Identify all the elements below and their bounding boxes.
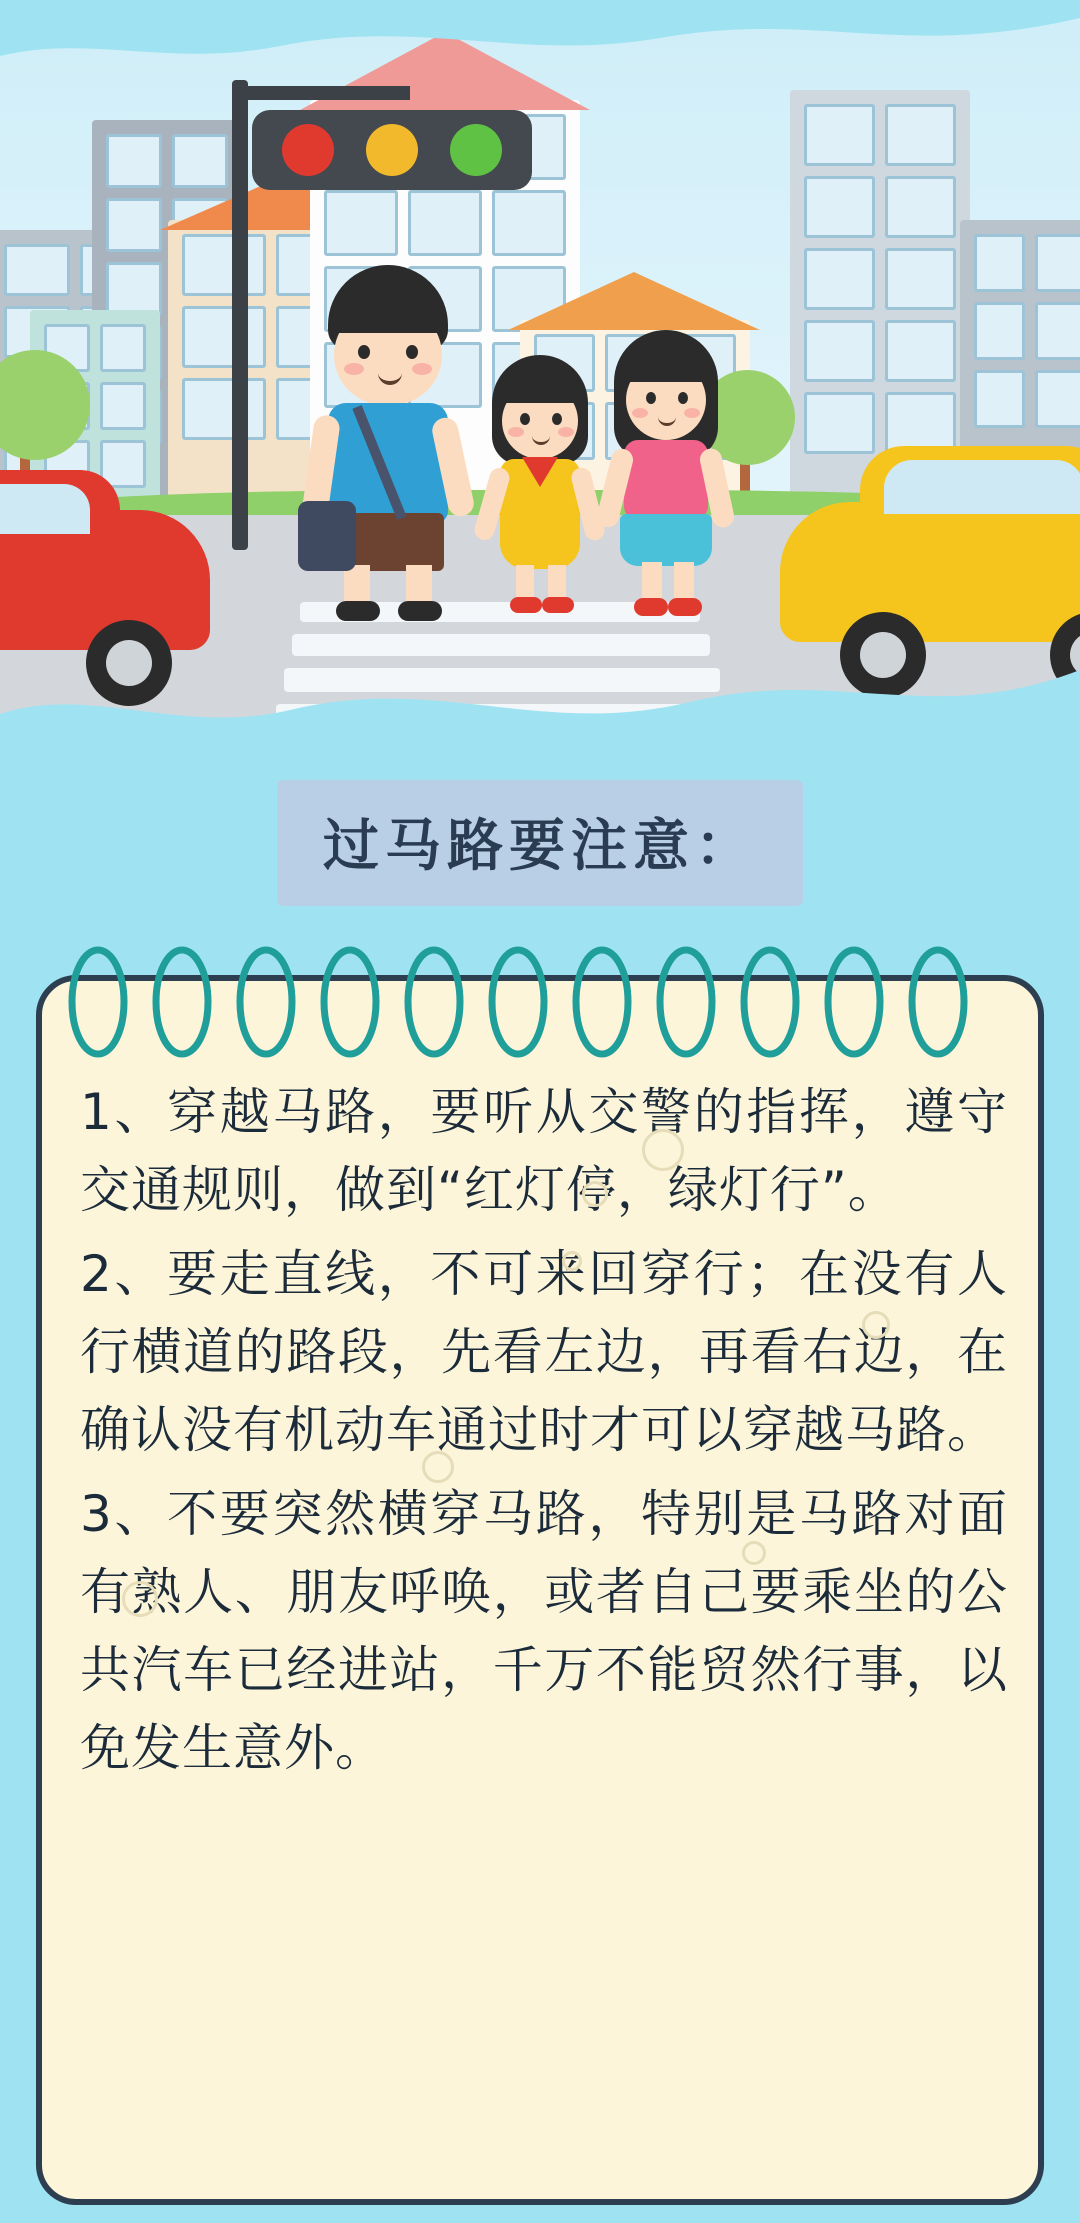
note-item-2: 2、要走直线，不可来回穿行；在没有人行横道的路段，先看左边，再看右边，在确认没有机动车通过时才可以穿越马路。 [80,1245,1008,1459]
boy-cheek-right [412,363,432,375]
wave-top-mask [0,0,1080,90]
window [804,176,875,238]
yellow-car-window [884,460,1080,514]
red-car-window [0,484,90,534]
header-illustration [0,0,1080,760]
window [106,134,162,188]
window [1035,234,1080,292]
decor-bubble [562,1251,582,1271]
window [106,262,162,316]
girl2-shoe-right [668,598,702,616]
girl2-shoe-left [634,598,668,616]
girl1-shoe-right [542,597,574,613]
window [106,198,162,252]
page-title: 过马路要注意： [277,780,803,906]
window [324,190,398,256]
window [408,190,482,256]
decor-bubble [742,1541,766,1565]
boy-eye-right [406,345,418,359]
decor-bubble [422,1451,454,1483]
boy-shoe-right [398,601,442,621]
window [885,248,956,310]
window [1035,370,1080,428]
window [804,104,875,166]
window [804,320,875,382]
decor-bubble [582,1181,608,1207]
decor-bubble [642,1129,684,1171]
girl1-eye-right [552,413,562,425]
girl1-cheek-right [558,427,574,437]
girl1-eye-left [520,413,530,425]
note-item-1: 1、穿越马路，要听从交警的指挥，遵守交通规则，做到“红灯停，绿灯行”。 [80,1083,1008,1219]
decor-bubble [122,1581,158,1617]
window [100,382,146,430]
girl2-eye-right [678,392,688,404]
window [885,320,956,382]
traffic-light [252,110,532,190]
window [492,190,566,256]
girl-yellow-character [478,355,603,625]
window [974,370,1025,428]
girl2-skirt [620,514,712,566]
girl1-shoe-left [510,597,542,613]
boy-character [300,265,480,625]
wave-bottom-mask [0,640,1080,760]
window [804,248,875,310]
window [885,176,956,238]
boy-eye-left [358,345,370,359]
girl1-fringe [496,371,584,403]
traffic-light-red-icon [282,124,334,176]
boy-cheek-left [344,363,364,375]
boy-hair-fringe [330,289,446,333]
traffic-light-pole [232,80,248,550]
window [974,302,1025,360]
traffic-light-yellow-icon [366,124,418,176]
window [182,378,266,440]
window [100,324,146,372]
window [182,306,266,368]
traffic-light-green-icon [450,124,502,176]
girl2-shirt [624,440,708,520]
girl2-cheek-right [684,408,700,418]
roof-orange-small [508,272,760,330]
window [4,244,70,296]
girl2-eye-left [646,392,656,404]
notepad-spiral-binding [36,940,1044,1060]
notes-card [36,975,1044,2205]
window [182,234,266,296]
yellow-car-body [780,502,1080,642]
girl-pink-character [600,330,730,625]
window [885,104,956,166]
boy-bag [298,501,356,571]
girl1-cheek-left [508,427,524,437]
girl2-cheek-left [632,408,648,418]
note-item-3: 3、不要突然横穿马路，特别是马路对面有熟人、朋友呼唤，或者自己要乘坐的公共汽车已经进站，千万不能贸然行事，以免发生意外。 [80,1485,1008,1777]
girl2-fringe [620,348,712,382]
window [974,234,1025,292]
notes-list [80,1073,1008,1793]
section-title [0,780,1080,906]
decor-bubble [862,1311,890,1339]
boy-shoe-left [336,601,380,621]
window [1035,302,1080,360]
